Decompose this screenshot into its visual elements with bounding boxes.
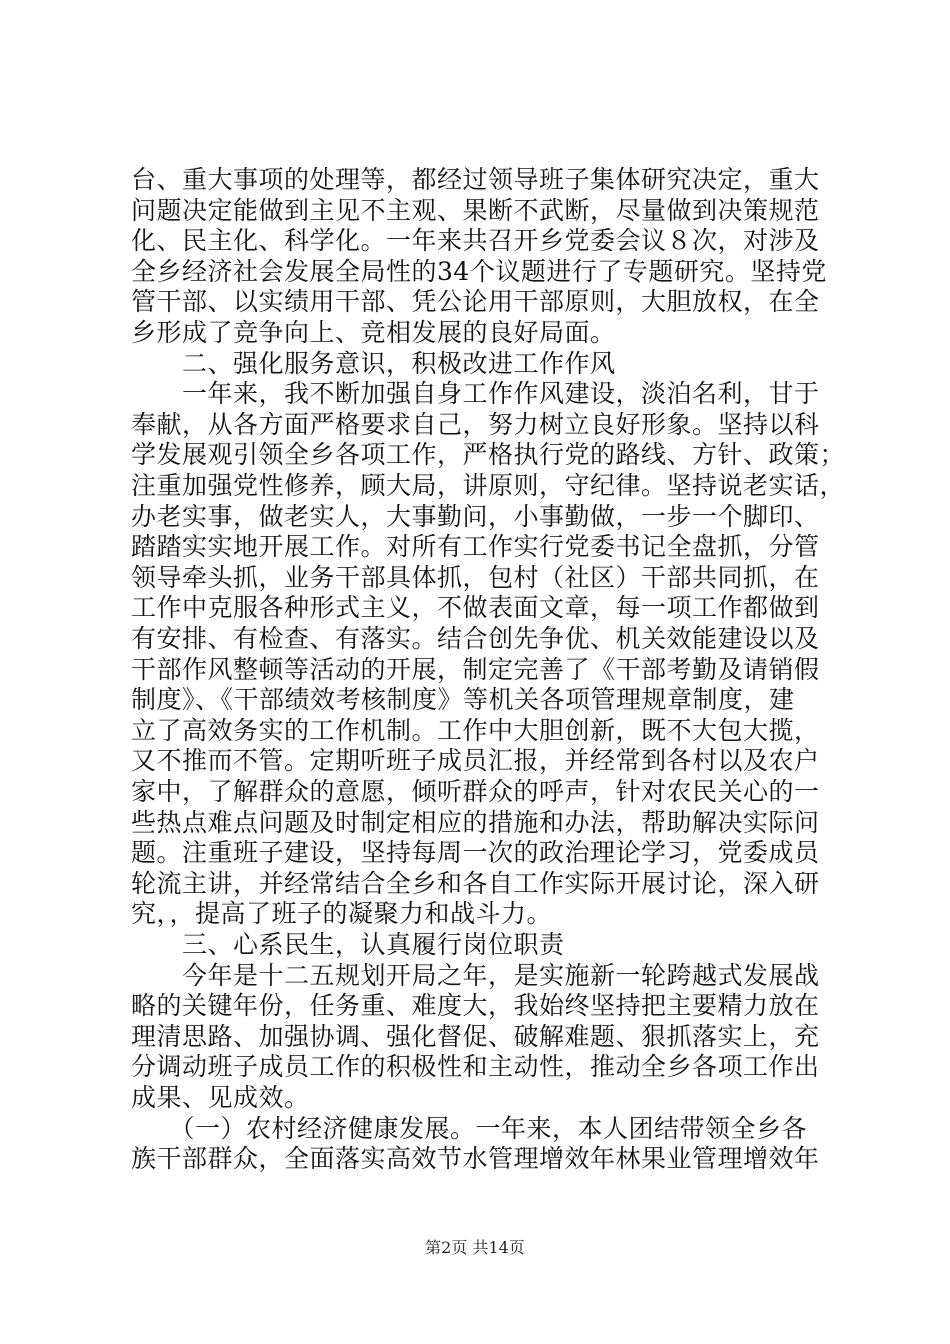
text-line: 成果、见成效。 bbox=[131, 1083, 310, 1112]
text-line: 台、重大事项的处理等，都经过领导班子集体研究决定，重大 bbox=[131, 165, 820, 194]
text-line: 略的关键年份，任务重、难度大，我始终坚持把主要精力放在 bbox=[131, 991, 820, 1020]
text-line: 问题决定能做到主见不主观、果断不武断，尽量做到决策规范 bbox=[131, 196, 820, 225]
text-line: 又不推而不管。定期听班子成员汇报，并经常到各村以及农户 bbox=[131, 746, 820, 775]
text-line: 题。注重班子建设，坚持每周一次的政治理论学习，党委成员 bbox=[131, 838, 820, 867]
text-line: 注重加强党性修养，顾大局，讲原则，守纪律。坚持说老实话， bbox=[131, 471, 846, 500]
text-line: 乡形成了竞争向上、竞相发展的良好局面。 bbox=[131, 318, 616, 347]
text-line: 干部作风整顿等活动的开展，制定完善了《干部考勤及请销假 bbox=[131, 655, 820, 684]
text-line: 一年来，我不断加强自身工作作风建设，淡泊名利，甘于 bbox=[131, 379, 820, 408]
text-line: 理清思路、加强协调、强化督促、破解难题、狠抓落实上，充 bbox=[131, 1022, 820, 1051]
text-line: 分调动班子成员工作的积极性和主动性，推动全乡各项工作出 bbox=[131, 1052, 820, 1081]
text-line: 究，，提高了班子的凝聚力和战斗力。 bbox=[131, 899, 553, 928]
text-line: 今年是十二五规划开局之年，是实施新一轮跨越式发展战 bbox=[131, 961, 820, 990]
section-heading: 三、心系民生，认真履行岗位职责 bbox=[131, 930, 565, 959]
text-line: 有安排、有检查、有落实。结合创先争优、机关效能建设以及 bbox=[131, 624, 820, 653]
text-line: 些热点难点问题及时制定相应的措施和办法，帮助解决实际问 bbox=[131, 808, 820, 837]
text-line: 立了高效务实的工作机制。工作中大胆创新，既不大包大揽， bbox=[131, 716, 820, 745]
text-line: 管干部、以实绩用干部、凭公论用干部原则，大胆放权，在全 bbox=[131, 287, 820, 316]
text-line: 族干部群众，全面落实高效节水管理增效年林果业管理增效年 bbox=[131, 1144, 820, 1173]
text-line: （一）农村经济健康发展。一年来，本人团结带领全乡各 bbox=[131, 1114, 808, 1143]
text-line: 学发展观引领全乡各项工作，严格执行党的路线、方针、政策； bbox=[131, 440, 846, 469]
text-line: 办老实事，做老实人，大事勤问，小事勤做，一步一个脚印、 bbox=[131, 502, 820, 531]
text-line: 踏踏实实地开展工作。对所有工作实行党委书记全盘抓，分管 bbox=[131, 532, 820, 561]
text-line: 领导牵头抓，业务干部具体抓，包村（社区）干部共同抓，在 bbox=[131, 563, 820, 592]
text-line: 化、民主化、科学化。一年来共召开乡党委会议８次，对涉及 bbox=[131, 226, 820, 255]
text-line: 家中，了解群众的意愿，倾听群众的呼声，针对农民关心的一 bbox=[131, 777, 820, 806]
text-line: 制度》、《干部绩效考核制度》等机关各项管理规章制度，建 bbox=[131, 685, 795, 714]
text-line: 轮流主讲，并经常结合全乡和各自工作实际开展讨论，深入研 bbox=[131, 869, 820, 898]
text-line: 奉献，从各方面严格要求自己，努力树立良好形象。坚持以科 bbox=[131, 410, 820, 439]
section-heading: 二、强化服务意识，积极改进工作作风 bbox=[131, 349, 616, 378]
page-number-footer: 第2页 共14页 bbox=[425, 1238, 525, 1257]
text-line: 工作中克服各种形式主义，不做表面文章，每一项工作都做到 bbox=[131, 593, 820, 622]
text-line: 全乡经济社会发展全局性的34个议题进行了专题研究。坚持党 bbox=[131, 257, 827, 286]
